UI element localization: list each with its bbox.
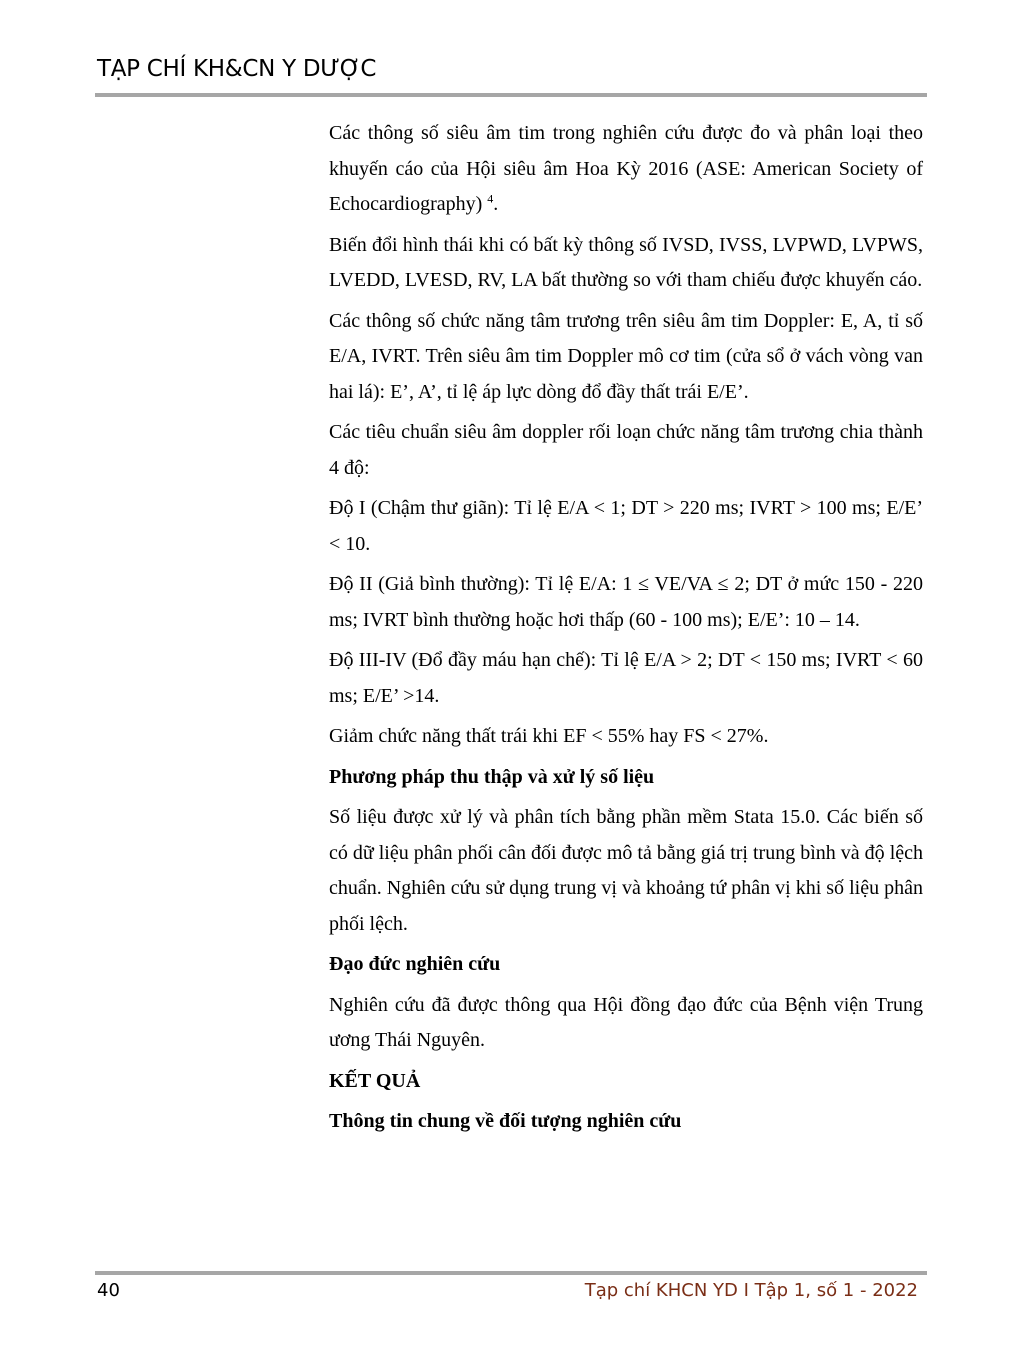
header-rule [95, 93, 927, 97]
footer-rule [95, 1271, 927, 1275]
paragraph-end: . [493, 193, 499, 215]
section-heading-ethics: Đạo đức nghiên cứu [329, 953, 501, 975]
paragraph-ase-guidelines [329, 116, 923, 223]
paragraph-grade-3-4: Độ III-IV (Đổ đầy máu hạn chế): Tỉ lệ E/A > 2; DT < 150 ms; IVRT < 60 ms; E/E’ >14. [329, 649, 923, 707]
paragraph-morphology: Biến đổi hình thái khi có bất kỳ thông số IVSD, IVSS, LVPWD, LVPWS, LVEDD, LVESD, RV, LA bất thường so với tham chiếu được khuyến cáo. [329, 233, 923, 291]
paragraph-grade-2: Độ II (Giả bình thường): Tỉ lệ E/A: 1 ≤ VE/VA ≤ 2; DT ở mức 150 - 220 ms; IVRT bình thường hoặc hơi thấp (60 - 100 ms); E/E’: 10 – 14. [329, 573, 923, 631]
paragraph-diastolic-parameters: Các thông số chức năng tâm trương trên siêu âm tim Doppler: E, A, tỉ số E/A, IVRT. Trên siêu âm tim Doppler mô cơ tim (cửa sổ ở vách vòng van hai lá): E’, A’, tỉ lệ áp lực dòng đổ đầy thất trái E/E’. [329, 309, 923, 403]
paragraph-grading-intro: Các tiêu chuẩn siêu âm doppler rối loạn chức năng tâm trương chia thành 4 độ: [329, 421, 923, 479]
paragraph-text: Các thông số siêu âm tim trong nghiên cứu được đo và phân loại theo khuyến cáo của Hội siêu âm Hoa Kỳ 2016 (ASE: American Society of Echocardiography) [329, 122, 923, 215]
journal-header-title: TẠP CHÍ KH&CN Y DƯỢC [97, 56, 377, 82]
citation-reference: 4 [487, 191, 494, 206]
paragraph-ethics: Nghiên cứu đã được thông qua Hội đồng đạo đức của Bệnh viện Trung ương Thái Nguyên. [329, 993, 923, 1051]
footer-journal-info: Tạp chí KHCN YD I Tập 1, số 1 - 2022 [584, 1280, 918, 1301]
article-body [329, 116, 923, 1145]
page-number: 40 [97, 1280, 120, 1301]
paragraph-data-analysis: Số liệu được xử lý và phân tích bằng phần mềm Stata 15.0. Các biến số có dữ liệu phân phối cân đối được mô tả bằng giá trị trung bình và độ lệch chuẩn. Nghiên cứu sử dụng trung vị và khoảng tứ phân vị khi số liệu phân phối lệch. [329, 806, 923, 935]
paragraph-grade-1: Độ I (Chậm thư giãn): Tỉ lệ E/A < 1; DT > 220 ms; IVRT > 100 ms; E/E’ < 10. [329, 497, 923, 555]
section-heading-results: KẾT QUẢ [329, 1069, 421, 1092]
paragraph-lv-dysfunction: Giảm chức năng thất trái khi EF < 55% hay FS < 27%. [329, 725, 769, 747]
section-heading-general-info: Thông tin chung về đối tượng nghiên cứu [329, 1110, 682, 1132]
section-heading-data-methods: Phương pháp thu thập và xử lý số liệu [329, 765, 655, 788]
